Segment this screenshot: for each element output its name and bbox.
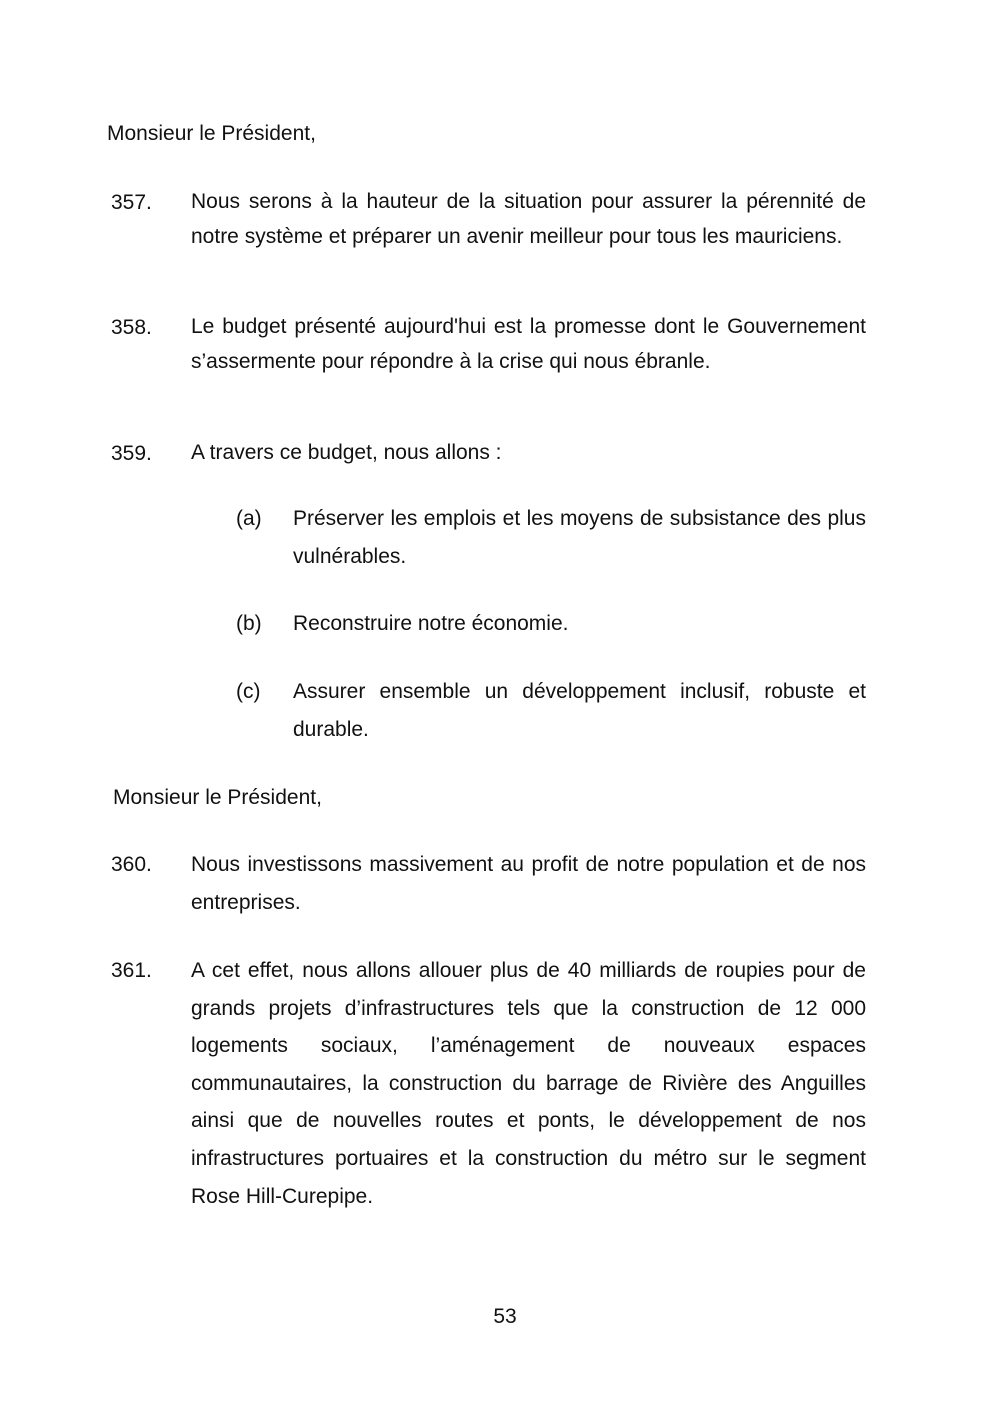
sub-item-c: [236, 673, 866, 749]
sub-item-text: Reconstruire notre économie.: [293, 612, 569, 635]
sub-item-letter: (c): [236, 680, 261, 703]
paragraph-text: A travers ce budget, nous allons :: [191, 441, 502, 464]
paragraph-360: [111, 846, 866, 921]
salutation: Monsieur le Président,: [113, 786, 322, 809]
salutation: Monsieur le Président,: [107, 122, 316, 145]
paragraph-text: Nous serons à la hauteur de la situation pour assurer la pérennité de notre système et préparer un avenir meilleur pour tous les mauriciens.: [191, 190, 866, 248]
paragraph-361: [111, 952, 866, 1215]
paragraph-text: A cet effet, nous allons allouer plus de 40 milliards de roupies pour de grands projets d’infrastructures tels que la construction de 12 000 logements sociaux, l’aménagement de nouveaux espaces communautaires, la construction du barrage de Rivière des Anguilles ainsi que de nouvelles routes et ponts, le développement de nos infrastructures portuaires et la construction du métro sur le segment Rose Hill-Curepipe.: [191, 959, 866, 1208]
paragraph-359: [111, 435, 866, 470]
paragraph-number: 360.: [111, 853, 152, 876]
sub-item-text: Assurer ensemble un développement inclusif, robuste et durable.: [293, 680, 866, 741]
paragraph-text: Nous investissons massivement au profit de notre population et de nos entreprises.: [191, 853, 866, 914]
paragraph-number: 357.: [111, 191, 152, 214]
paragraph-358: [111, 309, 866, 379]
page-number: 53: [493, 1305, 517, 1328]
paragraph-text: Le budget présenté aujourd'hui est la promesse dont le Gouvernement s’assermente pour répondre à la crise qui nous ébranle.: [191, 315, 866, 373]
sub-item-text: Préserver les emplois et les moyens de subsistance des plus vulnérables.: [293, 507, 866, 568]
sub-item-letter: (a): [236, 507, 262, 530]
sub-item-a: [236, 500, 866, 576]
paragraph-number: 358.: [111, 316, 152, 339]
sub-item-b: [236, 605, 866, 643]
sub-item-letter: (b): [236, 612, 262, 635]
paragraph-number: 361.: [111, 959, 152, 982]
paragraph-number: 359.: [111, 442, 152, 465]
paragraph-357: [111, 184, 866, 254]
